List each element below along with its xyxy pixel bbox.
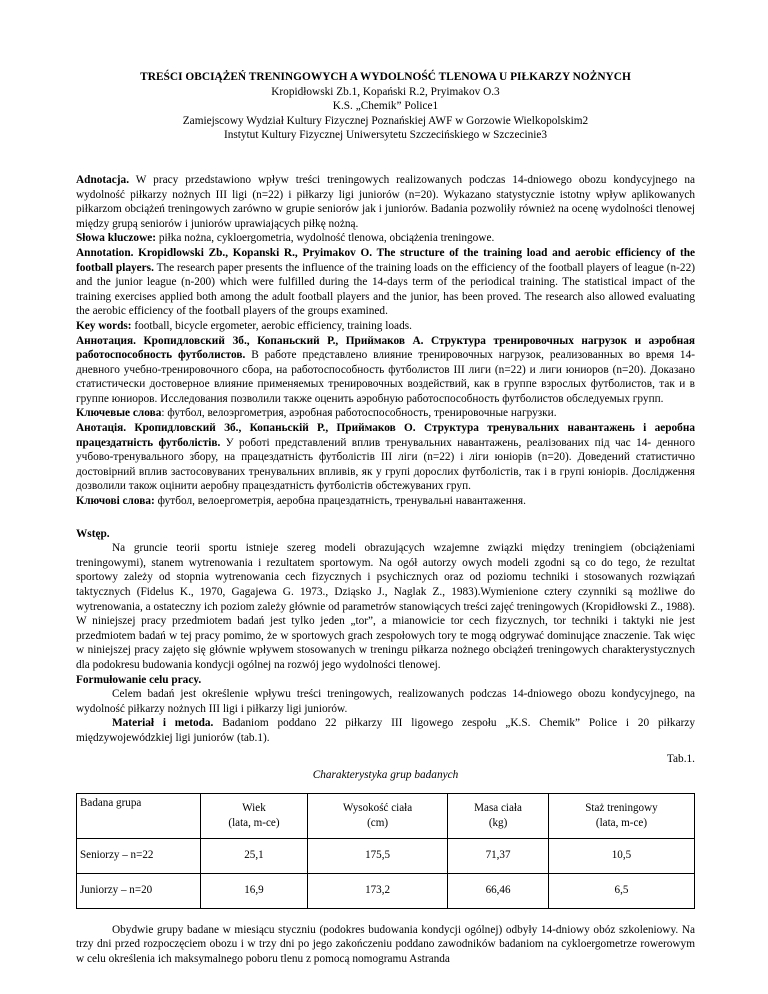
affiliation-2: Zamiejscowy Wydział Kultury Fizycznej Poznańskiej AWF w Gorzowie Wielkopolskim2 xyxy=(182,114,589,127)
table-cell: Seniorzy – n=22 xyxy=(77,838,201,873)
abstract-ru-label: Аннотация. Кропидловский Зб., Копаньский Р., Приймаков А. Структура тренировочных нагрузок и аэробная работоспособность футболистов. xyxy=(76,334,695,362)
table-header-row xyxy=(77,793,695,838)
method-paragraph xyxy=(76,716,695,745)
abstract-pl-text: W pracy przedstawiono wpływ treści treningowych realizowanych podczas 14-dniowego obozu kondycyjnego na wydolność piłkarzy nożnych III ligi (n=22) i piłkarzy ligi juniorów (n=20). Wykazano statystycznie istotny wpływ aplikowanych piłkarzom obciążeń treningowych zarówno w grupie seniorów jak i juniorów. Badania pozwoliły również na ocenę wydolności tlenowej między grupą seniorów i juniorów uprawiających piłkę nożną. xyxy=(76,173,695,230)
intro-heading: Wstęp. xyxy=(76,527,110,540)
keywords-en-label: Key words: xyxy=(76,319,132,332)
abstract-en-text: The research paper presents the influence of the training loads on the efficiency of the football players of league (n-22) and the junior league (n-200) which were fulfilled during the 14-days term of the periodical training. The statistical impact of the training exercises applied both among the adult football players and the junior, has been proved. The research also allowed evaluating the aerobic efficiency of the football players of the groups examined. xyxy=(76,261,695,318)
header-height: Wysokość ciała (cm) xyxy=(342,802,413,829)
goal-paragraph: Celem badań jest określenie wpływu treści treningowych, realizowanych podczas 14-dniowego obozu kondycyjnego, na wydolność piłkarzy nożnych III ligi i piłkarzy ligi juniorów. xyxy=(76,688,695,715)
keywords-ru-text: : футбол, велоэргометрия, аэробная работоспособность, тренировочные нагрузки. xyxy=(161,407,557,420)
table-cell: 71,37 xyxy=(448,838,549,873)
table-cell: 173,2 xyxy=(307,873,447,908)
keywords-ru-label: Ключевые слова xyxy=(76,407,162,420)
group-characteristics-table xyxy=(76,793,695,909)
abstract-ua-label: Анотація. Кропидловский Зб., Копаньскій Р., Приймаков О. Структура тренувальних навантажень і аеробна працездатність футболістів. xyxy=(76,422,695,449)
keywords-pl-label: Słowa kluczowe: xyxy=(76,232,157,245)
table-cell: 25,1 xyxy=(201,838,308,873)
table-header-cell: Badana grupa xyxy=(77,793,201,838)
abstract-ua xyxy=(76,421,695,494)
abstract-en xyxy=(76,246,695,319)
table-row xyxy=(77,873,695,908)
table-cell: Juniorzy – n=20 xyxy=(77,873,201,908)
table-row xyxy=(77,838,695,873)
table-cell: 175,5 xyxy=(307,838,447,873)
table-header-cell xyxy=(448,793,549,838)
table-header-cell xyxy=(548,793,694,838)
abstract-ru xyxy=(76,334,695,407)
goal-heading: Formułowanie celu pracy. xyxy=(76,673,202,686)
keywords-ua-text: футбол, велоергометрія, аеробна працездатність, тренувальні навантаження. xyxy=(154,495,526,508)
table-number: Tab.1. xyxy=(666,752,695,765)
abstract-pl xyxy=(76,173,695,231)
keywords-pl-text: piłka nożna, cykloergometria, wydolność tlenowa, obciążenia treningowe. xyxy=(156,232,495,245)
method-text: Badaniom poddano 22 piłkarzy III ligowego zespołu „K.S. Chemik” Police i 20 piłkarzy międzywojewódzkiej ligi juniorów (tab.1). xyxy=(76,717,696,744)
header-age: Wiek (lata, m-ce) xyxy=(228,802,280,829)
paper-page xyxy=(76,70,695,967)
keywords-pl xyxy=(76,231,695,246)
table-cell: 10,5 xyxy=(548,838,694,873)
abstract-ua-text: У роботі представлений вплив тренувальних навантажень, реалізованих під час 14- денного учбово-тренувального збору, на працездатність футболістів III ліги (n=22) і ліги юніорів (n=20). Доведений статистично достовірний вплив застосовуваних тренувальних впливів, як у групі дорослих футболістів, так і в групі юніорів. Дослідження дозволили також оцінити аеробну працездатність футболістів обстежуваних груп. xyxy=(76,436,695,493)
keywords-en-text: football, bicycle ergometer, aerobic efficiency, training loads. xyxy=(131,319,412,332)
table-header-cell xyxy=(307,793,447,838)
keywords-ru xyxy=(76,406,695,421)
method-label: Materiał i metoda. xyxy=(112,717,214,730)
paper-title: TREŚCI OBCIĄŻEŃ TRENINGOWYCH A WYDOLNOŚĆ TLENOWA U PIŁKARZY NOŻNYCH xyxy=(140,71,631,83)
table-cell: 16,9 xyxy=(201,873,308,908)
header-training: Staż treningowy (lata, m-ce) xyxy=(585,802,658,829)
header-mass: Masa ciała (kg) xyxy=(474,802,522,829)
abstract-ru-text: В работе представлено влияние тренировочных нагрузок, реализованных во время 14-дневного учебно-тренировочного сбора, на работоспособность футболистов III лиги (n=22) и лиги юниоров (n=20). Доказано статистически достоверное влияние применяемых тренировочных воздействий, как в группе взрослых футболистов, так и в группе юниоров. Исследования позволили также оценить аэробную работоспособность футболистов обследуемых групп. xyxy=(76,349,695,405)
table-cell: 66,46 xyxy=(448,873,549,908)
closing-paragraph: Obydwie grupy badane w miesiącu styczniu (podokres budowania kondycji ogólnej) odbyły 14-dniowy obóz szkoleniowy. Na trzy dni przed rozpoczęciem obozu i w trzy dni po jego zakończeniu poddano zawodników badaniom na cykloergometrze rowerowym w celu określenia ich maksymalnego poboru tlenu z pomocą nomogramu Astranda xyxy=(76,923,695,965)
table-cell: 6,5 xyxy=(548,873,694,908)
table-caption: Charakterystyka grup badanych xyxy=(312,769,459,782)
keywords-en xyxy=(76,319,695,334)
keywords-ua-label: Ключові слова: xyxy=(76,495,155,508)
table-header-cell xyxy=(201,793,308,838)
club-affiliation: K.S. „Chemik” Police1 xyxy=(332,100,439,113)
affiliation-3: Instytut Kultury Fizycznej Uniwersytetu Szczecińskiego w Szczecinie3 xyxy=(223,129,548,142)
intro-paragraph: Na gruncie teorii sportu istnieje szereg modeli obrazujących wzajemne związki między treningiem (obciążeniami treningowymi), stanem wytrenowania i rezultatem sportowym. Na ogół autorzy owych modeli zgodni są co do tego, że rezultat sportowy zależy od stopnia wytrenowania cech fizycznych i psychicznych oraz od poziomu techniki i stosowanych rozwiązań taktycznych (Fidelus K., 1970, Gagajewa G. 1973., Dziąsko J., Naglak Z., 1983).Wymienione cztery czynniki są możliwe do wytrenowania, a ostateczny ich poziom zależy głównie od parametrów stanowiących treści zajęć treningowych (Kropidłowski Z., 1988). W niniejszej pracy przedmiotem badań jest tylko jeden „tor”, a mianowicie tor cech fizycznych, tor techniki i taktyki nie jest przedmiotem badań w tej pracy pomimo, że w sportowych grach zespołowych tory te mogą odgrywać dominujące znaczenie. Tak więc w niniejszej pracy zajęto się głównie wpływem stosowanych w treningu piłkarza nożnego obciążeń treningowych charakterystycznych dla podokresu budowania kondycji ogólnej na rozwój jego wydolności tlenowej. xyxy=(76,542,695,671)
abstract-pl-label: Adnotacja. xyxy=(76,173,130,186)
keywords-ua xyxy=(76,494,695,509)
abstract-en-label: Annotation. Kropidlowski Zb., Kopanski R., Pryimakov O. The structure of the training load and aerobic efficiency of the football players. xyxy=(76,246,695,274)
authors: Kropidłowski Zb.1, Kopański R.2, Pryimakov O.3 xyxy=(271,85,500,98)
